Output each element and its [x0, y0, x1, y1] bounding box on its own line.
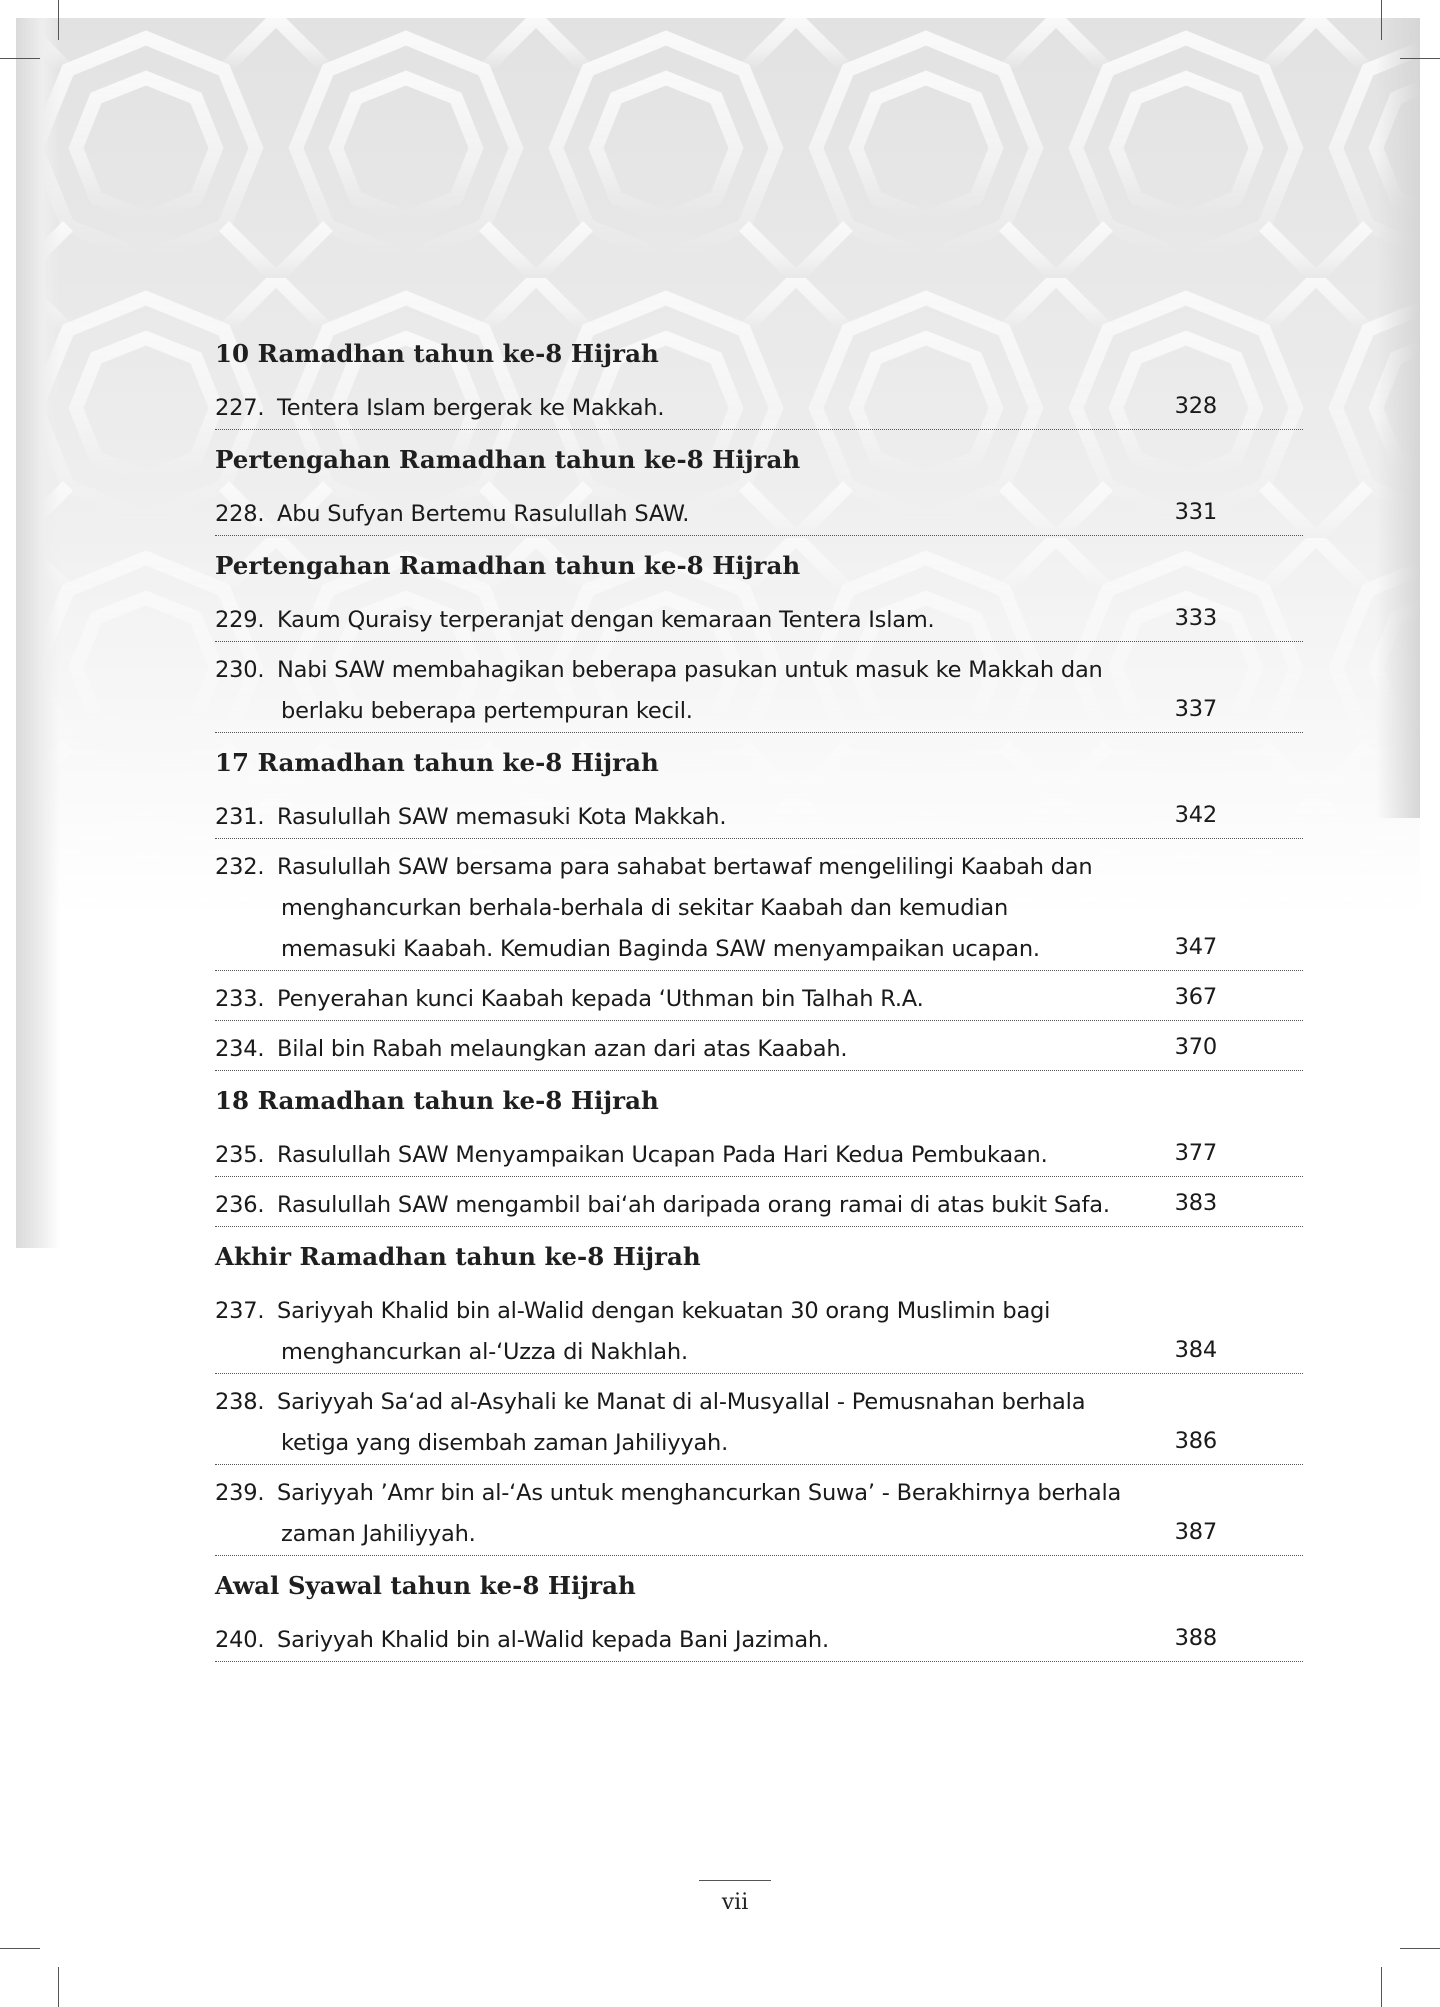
toc-entry	[215, 1135, 1303, 1177]
entry-page-number: 387	[1174, 1519, 1217, 1545]
entry-title-line: Abu Sufyan Bertemu Rasulullah SAW.	[277, 501, 690, 527]
entry-title-line: Penyerahan kunci Kaabah kepada ‘Uthman bin Talhah R.A.	[277, 986, 924, 1012]
entry-title-line: zaman Jahiliyyah.	[281, 1521, 476, 1547]
entry-page-number: 377	[1174, 1140, 1217, 1166]
entry-page-number: 333	[1174, 605, 1217, 631]
table-of-contents	[215, 332, 1303, 1670]
toc-entry	[215, 600, 1303, 642]
toc-entry	[215, 1185, 1303, 1227]
crop-mark	[0, 1948, 40, 1949]
entry-title-line: Sariyyah Khalid bin al-Walid dengan kekuatan 30 orang Muslimin bagi	[277, 1298, 1051, 1324]
entry-number: 230.	[215, 657, 265, 683]
section-heading: Awal Syawal tahun ke-8 Hijrah	[215, 1571, 636, 1600]
toc-entry	[215, 979, 1303, 1021]
entry-number: 238.	[215, 1389, 265, 1415]
entry-number: 234.	[215, 1036, 265, 1062]
right-edge-shade	[1376, 18, 1420, 818]
entry-title-line: ketiga yang disembah zaman Jahiliyyah.	[281, 1430, 729, 1456]
crop-mark	[1400, 58, 1440, 59]
toc-entry	[215, 1291, 1303, 1374]
entry-number: 240.	[215, 1627, 265, 1653]
entry-number: 236.	[215, 1192, 265, 1218]
toc-entry	[215, 797, 1303, 839]
entry-title-line: memasuki Kaabah. Kemudian Baginda SAW menyampaikan ucapan.	[281, 936, 1040, 962]
section-heading: 17 Ramadhan tahun ke-8 Hijrah	[215, 748, 659, 777]
book-page	[16, 18, 1420, 2007]
entry-page-number: 386	[1174, 1428, 1217, 1454]
entry-page-number: 347	[1174, 934, 1217, 960]
entry-title-line: Nabi SAW membahagikan beberapa pasukan untuk masuk ke Makkah dan	[277, 657, 1103, 683]
entry-number: 239.	[215, 1480, 265, 1506]
crop-mark	[0, 58, 40, 59]
toc-entry	[215, 1382, 1303, 1465]
entry-title-line: menghancurkan berhala-berhala di sekitar Kaabah dan kemudian	[281, 895, 1009, 921]
toc-entry	[215, 1473, 1303, 1556]
entry-title-line: Sariyyah Khalid bin al-Walid kepada Bani Jazimah.	[277, 1627, 829, 1653]
crop-mark	[58, 1967, 59, 2007]
entry-page-number: 383	[1174, 1190, 1217, 1216]
entry-title-line: Kaum Quraisy terperanjat dengan kemaraan Tentera Islam.	[277, 607, 935, 633]
toc-entry	[215, 847, 1303, 971]
entry-number: 237.	[215, 1298, 265, 1324]
section-heading: Akhir Ramadhan tahun ke-8 Hijrah	[215, 1242, 701, 1271]
toc-entry	[215, 1029, 1303, 1071]
entry-title-line: Tentera Islam bergerak ke Makkah.	[277, 395, 665, 421]
crop-mark	[1400, 1948, 1440, 1949]
entry-number: 233.	[215, 986, 265, 1012]
entry-title-line: berlaku beberapa pertempuran kecil.	[281, 698, 693, 724]
section-heading: Pertengahan Ramadhan tahun ke-8 Hijrah	[215, 445, 801, 474]
toc-entry	[215, 1620, 1303, 1662]
toc-entry	[215, 388, 1303, 430]
entry-page-number: 367	[1174, 984, 1217, 1010]
entry-page-number: 342	[1174, 802, 1217, 828]
section-heading: 10 Ramadhan tahun ke-8 Hijrah	[215, 339, 659, 368]
entry-page-number: 328	[1174, 393, 1217, 419]
entry-page-number: 337	[1174, 696, 1217, 722]
entry-title-line: Rasulullah SAW memasuki Kota Makkah.	[277, 804, 727, 830]
page-number: vii	[721, 1890, 749, 1915]
left-edge-shade	[16, 18, 60, 1248]
entry-title-line: Rasulullah SAW Menyampaikan Ucapan Pada Hari Kedua Pembukaan.	[277, 1142, 1048, 1168]
crop-mark	[1381, 0, 1382, 40]
entry-page-number: 370	[1174, 1034, 1217, 1060]
crop-mark	[1381, 1967, 1382, 2007]
entry-number: 232.	[215, 854, 265, 880]
entry-page-number: 384	[1174, 1337, 1217, 1363]
entry-page-number: 331	[1174, 499, 1217, 525]
entry-number: 231.	[215, 804, 265, 830]
entry-title-line: Sariyyah ’Amr bin al-‘As untuk menghancurkan Suwa’ - Berakhirnya berhala	[277, 1480, 1122, 1506]
entry-number: 229.	[215, 607, 265, 633]
section-heading: Pertengahan Ramadhan tahun ke-8 Hijrah	[215, 551, 801, 580]
toc-entry	[215, 650, 1303, 733]
entry-page-number: 388	[1174, 1625, 1217, 1651]
entry-title-line: Bilal bin Rabah melaungkan azan dari atas Kaabah.	[277, 1036, 848, 1062]
entry-title-line: menghancurkan al-‘Uzza di Nakhlah.	[281, 1339, 688, 1365]
crop-mark	[58, 0, 59, 40]
folio-rule	[699, 1880, 771, 1881]
entry-title-line: Sariyyah Sa‘ad al-Asyhali ke Manat di al-Musyallal - Pemusnahan berhala	[277, 1389, 1086, 1415]
entry-number: 228.	[215, 501, 265, 527]
entry-title-line: Rasulullah SAW mengambil bai‘ah daripada orang ramai di atas bukit Safa.	[277, 1192, 1110, 1218]
entry-number: 235.	[215, 1142, 265, 1168]
entry-title-line: Rasulullah SAW bersama para sahabat bertawaf mengelilingi Kaabah dan	[277, 854, 1093, 880]
entry-number: 227.	[215, 395, 265, 421]
section-heading: 18 Ramadhan tahun ke-8 Hijrah	[215, 1086, 659, 1115]
toc-entry	[215, 494, 1303, 536]
